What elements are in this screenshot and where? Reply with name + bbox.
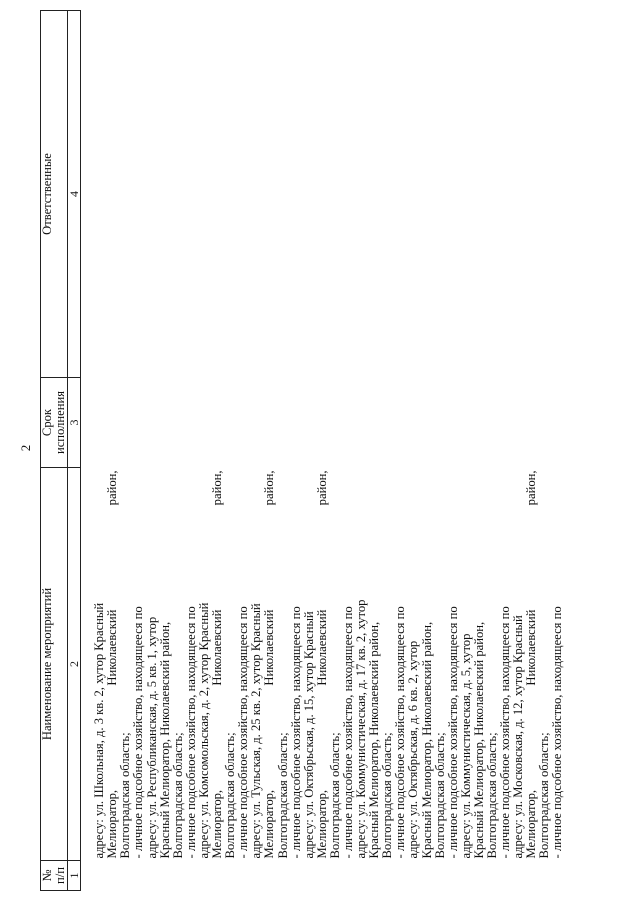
header-num (41, 861, 68, 891)
body-term-cell (81, 378, 565, 468)
text-line-part: Мелиоратор, (314, 789, 329, 859)
text-line: - личное подсобное хозяйство, находящееся по (288, 606, 303, 859)
text-line: адресу: ул. Республиканская, д. 5 кв. 1, хутор (144, 616, 159, 859)
header-name-label: Наименование мероприятий (40, 587, 54, 741)
text-line (263, 471, 276, 859)
index-cell-2: 2 (68, 468, 81, 861)
index-cell-3: 3 (68, 378, 81, 468)
header-num-label: № п/п (40, 867, 68, 884)
text-line (316, 471, 329, 859)
text-line: адресу: ул. Октябрьская, д. 15, хутор Красный (301, 611, 316, 859)
body-num-cell (81, 861, 565, 891)
text-line-part: район, (262, 470, 277, 506)
header-resp-label: Ответственные (40, 153, 54, 235)
text-line-part: район, (524, 470, 539, 506)
text-line: адресу: ул. Тульская, д. 25 кв. 2, хутор Красный (249, 603, 264, 859)
text-line-part: Николаевский (210, 609, 225, 686)
activities-table (40, 10, 565, 891)
text-line: Красный Мелиоратор, Николаевский район, (157, 621, 172, 859)
text-line: Волгоградская область; (537, 732, 552, 859)
page-number: 2 (18, 444, 33, 452)
body-name-cell (81, 468, 565, 861)
text-line-part: Николаевский (105, 609, 120, 686)
text-line: Волгоградская область; (275, 732, 290, 859)
text-line-part: Николаевский (262, 609, 277, 686)
header-term-label: Срок исполнения (40, 390, 68, 455)
text-line: - личное подсобное хозяйство, находящееся по (340, 606, 355, 859)
text-line-part: район, (105, 470, 120, 506)
text-line: адресу: ул. Коммунистическая, д. 17 кв. 2, хутор (354, 599, 369, 859)
text-line: адресу: ул. Комсомольская, д. 2, хутор Красный (196, 602, 211, 859)
index-cell-4: 4 (68, 11, 81, 378)
activity-text (93, 471, 564, 859)
body-resp-cell (81, 11, 565, 378)
text-line: адресу: ул. Октябрьская, д. 6 кв. 2, хутор (406, 640, 421, 859)
table-index-row (68, 11, 81, 891)
text-line: Волгоградская область; (118, 732, 133, 859)
text-line-part: Мелиоратор, (210, 789, 225, 859)
index-cell-1: 1 (68, 861, 81, 891)
text-line-part: Мелиоратор, (105, 789, 120, 859)
text-line-part: район, (210, 470, 225, 506)
text-line: адресу: ул. Школьная, д. 3 кв. 2, хутор Красный (92, 602, 107, 859)
text-line: - личное подсобное хозяйство, находящееся по (131, 606, 146, 859)
text-line: Красный Мелиоратор, Николаевский район, (419, 621, 434, 859)
text-line-part: Мелиоратор, (262, 789, 277, 859)
text-line-part: Мелиоратор, (524, 789, 539, 859)
text-line-part: район, (314, 470, 329, 506)
table-header-row (41, 11, 68, 891)
text-line: Красный Мелиоратор, Николаевский район, (471, 621, 486, 859)
text-line: Волгоградская область; (432, 732, 447, 859)
table-body-row (81, 11, 565, 891)
text-line: - личное подсобное хозяйство, находящееся по (236, 606, 251, 859)
text-line: - личное подсобное хозяйство, находящееся по (445, 606, 460, 859)
text-line: Волгоградская область; (380, 732, 395, 859)
header-term (41, 378, 68, 468)
header-resp (41, 11, 68, 378)
text-line: адресу: ул. Коммунистическая, д. 5, хутор (458, 633, 473, 859)
text-line: Красный Мелиоратор, Николаевский район, (367, 621, 382, 859)
text-line: Волгоградская область; (327, 732, 342, 859)
text-line: - личное подсобное хозяйство, находящееся по (183, 606, 198, 859)
text-line-part: Николаевский (314, 609, 329, 686)
text-line: Волгоградская область; (485, 732, 499, 859)
text-line: адресу: ул. Московская, д. 12, хутор Красный (511, 615, 526, 859)
text-line: Волгоградская область; (223, 732, 238, 859)
text-line: - личное подсобное хозяйство, находящееся по (550, 606, 565, 859)
header-name (41, 468, 68, 861)
text-line: - личное подсобное хозяйство, находящееся по (393, 606, 408, 859)
text-line: Волгоградская область; (170, 732, 185, 859)
text-line: - личное подсобное хозяйство, находящееся по (498, 606, 513, 859)
text-line-part: Николаевский (524, 609, 539, 686)
